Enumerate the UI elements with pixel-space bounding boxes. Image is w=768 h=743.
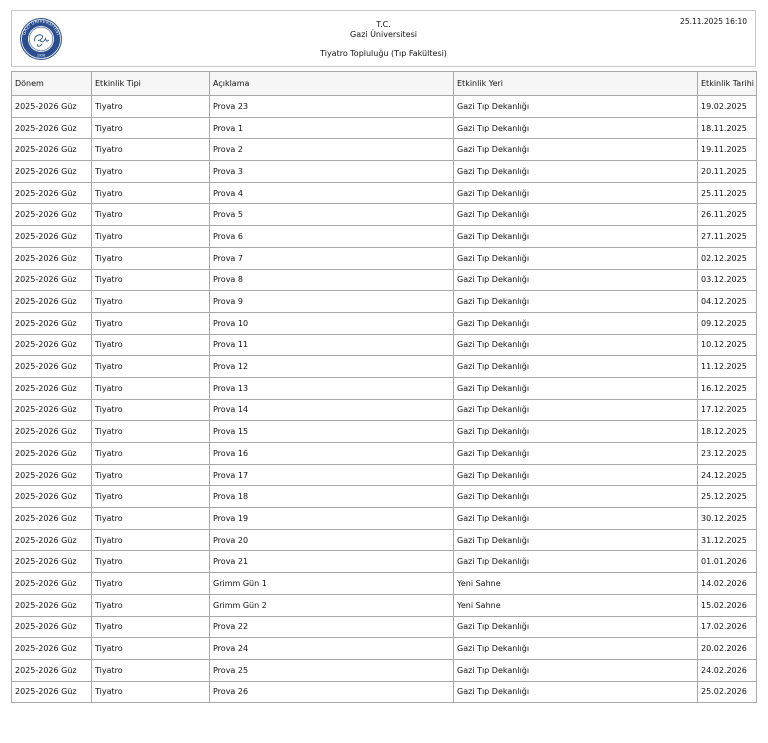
etkinlik-yeri-cell: Gazi Tıp Dekanlığı: [454, 182, 698, 204]
aciklama-cell: Prova 14: [210, 399, 454, 421]
table-row: [12, 139, 757, 161]
etkinlik-yeri-cell: Gazi Tıp Dekanlığı: [454, 508, 698, 530]
etkinlik-tarihi-cell: 03.12.2025: [698, 269, 757, 291]
aciklama-cell: Prova 16: [210, 443, 454, 465]
donem-cell: 2025-2026 Güz: [12, 269, 92, 291]
etkinlik-tipi-cell: Tiyatro: [92, 421, 210, 443]
etkinlik-yeri-cell: Gazi Tıp Dekanlığı: [454, 377, 698, 399]
aciklama-cell: Prova 3: [210, 161, 454, 183]
etkinlik-yeri-cell: Gazi Tıp Dekanlığı: [454, 443, 698, 465]
donem-cell: 2025-2026 Güz: [12, 334, 92, 356]
etkinlik-yeri-cell: Gazi Tıp Dekanlığı: [454, 486, 698, 508]
table-row: [12, 247, 757, 269]
donem-cell: 2025-2026 Güz: [12, 139, 92, 161]
etkinlik-tipi-cell: Tiyatro: [92, 204, 210, 226]
etkinlik-tipi-cell: Tiyatro: [92, 529, 210, 551]
aciklama-cell: Prova 21: [210, 551, 454, 573]
etkinlik-tarihi-cell: 02.12.2025: [698, 247, 757, 269]
donem-cell: 2025-2026 Güz: [12, 356, 92, 378]
column-header-etkinlik-tipi: Etkinlik Tipi: [92, 72, 210, 96]
etkinlik-tarihi-cell: 10.12.2025: [698, 334, 757, 356]
aciklama-cell: Prova 26: [210, 681, 454, 703]
etkinlik-yeri-cell: Gazi Tıp Dekanlığı: [454, 139, 698, 161]
etkinlik-tipi-cell: Tiyatro: [92, 226, 210, 248]
etkinlik-tarihi-cell: 25.02.2026: [698, 681, 757, 703]
aciklama-cell: Prova 8: [210, 269, 454, 291]
etkinlik-tipi-cell: Tiyatro: [92, 551, 210, 573]
donem-cell: 2025-2026 Güz: [12, 594, 92, 616]
etkinlik-tipi-cell: Tiyatro: [92, 681, 210, 703]
etkinlik-yeri-cell: Gazi Tıp Dekanlığı: [454, 334, 698, 356]
table-row: [12, 659, 757, 681]
etkinlik-yeri-cell: Yeni Sahne: [454, 594, 698, 616]
etkinlik-tarihi-cell: 27.11.2025: [698, 226, 757, 248]
donem-cell: 2025-2026 Güz: [12, 182, 92, 204]
etkinlik-yeri-cell: Gazi Tıp Dekanlığı: [454, 681, 698, 703]
etkinlik-tarihi-cell: 14.02.2026: [698, 573, 757, 595]
report-header: [11, 10, 756, 67]
aciklama-cell: Prova 13: [210, 377, 454, 399]
table-header-row: [12, 72, 757, 96]
aciklama-cell: Prova 1: [210, 117, 454, 139]
etkinlik-tarihi-cell: 25.12.2025: [698, 486, 757, 508]
etkinlik-tarihi-cell: 20.02.2026: [698, 638, 757, 660]
svg-text:GAZİ ÜNİVERSİTESİ: GAZİ ÜNİVERSİTESİ: [21, 18, 61, 36]
etkinlik-yeri-cell: Gazi Tıp Dekanlığı: [454, 464, 698, 486]
etkinlik-tipi-cell: Tiyatro: [92, 659, 210, 681]
etkinlik-tipi-cell: Tiyatro: [92, 312, 210, 334]
etkinlik-tipi-cell: Tiyatro: [92, 377, 210, 399]
etkinlik-yeri-cell: Gazi Tıp Dekanlığı: [454, 204, 698, 226]
donem-cell: 2025-2026 Güz: [12, 96, 92, 118]
donem-cell: 2025-2026 Güz: [12, 659, 92, 681]
etkinlik-yeri-cell: Yeni Sahne: [454, 573, 698, 595]
report-title-block: [12, 20, 755, 59]
donem-cell: 2025-2026 Güz: [12, 464, 92, 486]
svg-text:1926: 1926: [36, 53, 46, 58]
title-line-group: Tiyatro Topluluğu (Tıp Fakültesi): [320, 49, 447, 58]
etkinlik-tipi-cell: Tiyatro: [92, 117, 210, 139]
table-row: [12, 334, 757, 356]
etkinlik-tipi-cell: Tiyatro: [92, 291, 210, 313]
table-row: [12, 464, 757, 486]
etkinlik-tarihi-cell: 31.12.2025: [698, 529, 757, 551]
etkinlik-yeri-cell: Gazi Tıp Dekanlığı: [454, 529, 698, 551]
etkinlik-tarihi-cell: 18.11.2025: [698, 117, 757, 139]
etkinlik-yeri-cell: Gazi Tıp Dekanlığı: [454, 161, 698, 183]
etkinlik-tarihi-cell: 16.12.2025: [698, 377, 757, 399]
etkinlik-tipi-cell: Tiyatro: [92, 182, 210, 204]
etkinlik-tipi-cell: Tiyatro: [92, 508, 210, 530]
etkinlik-tarihi-cell: 26.11.2025: [698, 204, 757, 226]
donem-cell: 2025-2026 Güz: [12, 443, 92, 465]
column-header-etkinlik-tarihi: Etkinlik Tarihi: [698, 72, 757, 96]
donem-cell: 2025-2026 Güz: [12, 573, 92, 595]
table-row: [12, 204, 757, 226]
etkinlik-tarihi-cell: 25.11.2025: [698, 182, 757, 204]
etkinlik-yeri-cell: Gazi Tıp Dekanlığı: [454, 96, 698, 118]
table-row: [12, 182, 757, 204]
aciklama-cell: Prova 9: [210, 291, 454, 313]
events-table: [11, 71, 757, 703]
etkinlik-yeri-cell: Gazi Tıp Dekanlığı: [454, 247, 698, 269]
etkinlik-yeri-cell: Gazi Tıp Dekanlığı: [454, 226, 698, 248]
etkinlik-tarihi-cell: 17.12.2025: [698, 399, 757, 421]
donem-cell: 2025-2026 Güz: [12, 551, 92, 573]
donem-cell: 2025-2026 Güz: [12, 226, 92, 248]
aciklama-cell: Prova 25: [210, 659, 454, 681]
donem-cell: 2025-2026 Güz: [12, 291, 92, 313]
aciklama-cell: Prova 10: [210, 312, 454, 334]
table-row: [12, 529, 757, 551]
aciklama-cell: Prova 22: [210, 616, 454, 638]
table-row: [12, 226, 757, 248]
title-line-university: Gazi Üniversitesi: [350, 30, 417, 39]
etkinlik-tarihi-cell: 19.02.2025: [698, 96, 757, 118]
table-row: [12, 616, 757, 638]
etkinlik-tarihi-cell: 23.12.2025: [698, 443, 757, 465]
etkinlik-tipi-cell: Tiyatro: [92, 573, 210, 595]
aciklama-cell: Prova 7: [210, 247, 454, 269]
etkinlik-tipi-cell: Tiyatro: [92, 269, 210, 291]
aciklama-cell: Prova 15: [210, 421, 454, 443]
donem-cell: 2025-2026 Güz: [12, 508, 92, 530]
etkinlik-yeri-cell: Gazi Tıp Dekanlığı: [454, 421, 698, 443]
etkinlik-yeri-cell: Gazi Tıp Dekanlığı: [454, 399, 698, 421]
etkinlik-tarihi-cell: 09.12.2025: [698, 312, 757, 334]
aciklama-cell: Prova 2: [210, 139, 454, 161]
etkinlik-tarihi-cell: 30.12.2025: [698, 508, 757, 530]
table-row: [12, 356, 757, 378]
etkinlik-tipi-cell: Tiyatro: [92, 594, 210, 616]
etkinlik-yeri-cell: Gazi Tıp Dekanlığı: [454, 616, 698, 638]
aciklama-cell: Prova 20: [210, 529, 454, 551]
etkinlik-tipi-cell: Tiyatro: [92, 161, 210, 183]
etkinlik-tarihi-cell: 17.02.2026: [698, 616, 757, 638]
etkinlik-yeri-cell: Gazi Tıp Dekanlığı: [454, 291, 698, 313]
table-row: [12, 312, 757, 334]
aciklama-cell: Prova 4: [210, 182, 454, 204]
etkinlik-tipi-cell: Tiyatro: [92, 139, 210, 161]
table-row: [12, 96, 757, 118]
column-header-donem: Dönem: [12, 72, 92, 96]
etkinlik-tarihi-cell: 01.01.2026: [698, 551, 757, 573]
table-row: [12, 551, 757, 573]
table-row: [12, 681, 757, 703]
aciklama-cell: Prova 5: [210, 204, 454, 226]
etkinlik-yeri-cell: Gazi Tıp Dekanlığı: [454, 312, 698, 334]
donem-cell: 2025-2026 Güz: [12, 399, 92, 421]
donem-cell: 2025-2026 Güz: [12, 529, 92, 551]
table-row: [12, 291, 757, 313]
donem-cell: 2025-2026 Güz: [12, 117, 92, 139]
donem-cell: 2025-2026 Güz: [12, 247, 92, 269]
etkinlik-tipi-cell: Tiyatro: [92, 356, 210, 378]
donem-cell: 2025-2026 Güz: [12, 377, 92, 399]
donem-cell: 2025-2026 Güz: [12, 616, 92, 638]
donem-cell: 2025-2026 Güz: [12, 312, 92, 334]
etkinlik-tarihi-cell: 04.12.2025: [698, 291, 757, 313]
column-header-aciklama: Açıklama: [210, 72, 454, 96]
donem-cell: 2025-2026 Güz: [12, 681, 92, 703]
aciklama-cell: Prova 18: [210, 486, 454, 508]
etkinlik-tipi-cell: Tiyatro: [92, 616, 210, 638]
etkinlik-tipi-cell: Tiyatro: [92, 486, 210, 508]
table-row: [12, 117, 757, 139]
table-row: [12, 161, 757, 183]
etkinlik-tarihi-cell: 19.11.2025: [698, 139, 757, 161]
donem-cell: 2025-2026 Güz: [12, 204, 92, 226]
etkinlik-yeri-cell: Gazi Tıp Dekanlığı: [454, 356, 698, 378]
donem-cell: 2025-2026 Güz: [12, 486, 92, 508]
aciklama-cell: Grimm Gün 2: [210, 594, 454, 616]
table-row: [12, 638, 757, 660]
etkinlik-yeri-cell: Gazi Tıp Dekanlığı: [454, 551, 698, 573]
aciklama-cell: Prova 17: [210, 464, 454, 486]
print-date: 25.11.2025 16:10: [680, 17, 747, 26]
table-body: [12, 96, 757, 703]
etkinlik-yeri-cell: Gazi Tıp Dekanlığı: [454, 269, 698, 291]
table-row: [12, 594, 757, 616]
donem-cell: 2025-2026 Güz: [12, 638, 92, 660]
etkinlik-tarihi-cell: 20.11.2025: [698, 161, 757, 183]
donem-cell: 2025-2026 Güz: [12, 421, 92, 443]
table-row: [12, 508, 757, 530]
aciklama-cell: Prova 6: [210, 226, 454, 248]
etkinlik-tipi-cell: Tiyatro: [92, 464, 210, 486]
etkinlik-yeri-cell: Gazi Tıp Dekanlığı: [454, 117, 698, 139]
etkinlik-tipi-cell: Tiyatro: [92, 96, 210, 118]
column-header-etkinlik-yeri: Etkinlik Yeri: [454, 72, 698, 96]
aciklama-cell: Prova 11: [210, 334, 454, 356]
aciklama-cell: Prova 19: [210, 508, 454, 530]
etkinlik-yeri-cell: Gazi Tıp Dekanlığı: [454, 638, 698, 660]
donem-cell: 2025-2026 Güz: [12, 161, 92, 183]
etkinlik-tarihi-cell: 15.02.2026: [698, 594, 757, 616]
etkinlik-tipi-cell: Tiyatro: [92, 638, 210, 660]
table-row: [12, 399, 757, 421]
etkinlik-tipi-cell: Tiyatro: [92, 334, 210, 356]
table-row: [12, 443, 757, 465]
etkinlik-tarihi-cell: 24.12.2025: [698, 464, 757, 486]
etkinlik-tipi-cell: Tiyatro: [92, 399, 210, 421]
aciklama-cell: Prova 24: [210, 638, 454, 660]
etkinlik-tipi-cell: Tiyatro: [92, 443, 210, 465]
etkinlik-tarihi-cell: 11.12.2025: [698, 356, 757, 378]
aciklama-cell: Prova 23: [210, 96, 454, 118]
aciklama-cell: Grimm Gün 1: [210, 573, 454, 595]
etkinlik-tarihi-cell: 18.12.2025: [698, 421, 757, 443]
aciklama-cell: Prova 12: [210, 356, 454, 378]
table-row: [12, 269, 757, 291]
etkinlik-yeri-cell: Gazi Tıp Dekanlığı: [454, 659, 698, 681]
title-line-tc: T.C.: [376, 20, 391, 29]
etkinlik-tarihi-cell: 24.02.2026: [698, 659, 757, 681]
table-row: [12, 486, 757, 508]
table-row: [12, 377, 757, 399]
table-row: [12, 573, 757, 595]
table-row: [12, 421, 757, 443]
etkinlik-tipi-cell: Tiyatro: [92, 247, 210, 269]
